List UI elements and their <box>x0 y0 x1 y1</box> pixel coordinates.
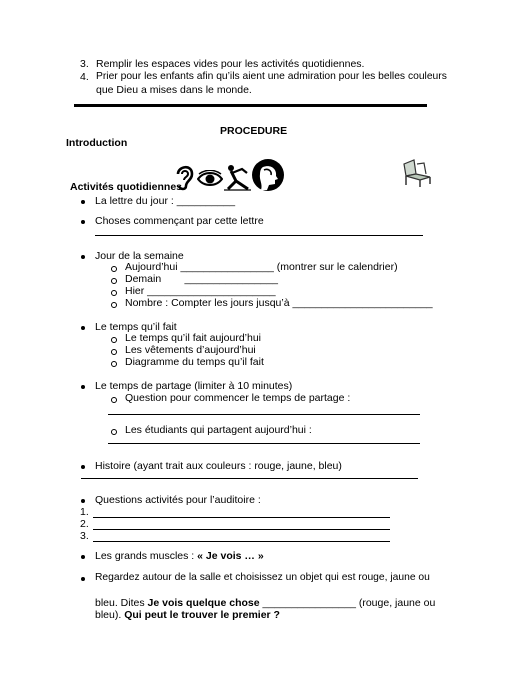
lettre-du-jour-item: La lettre du jour : __________ <box>95 195 236 207</box>
diagramme-subitem: Diagramme du temps qu’il fait <box>125 356 264 368</box>
bullet <box>81 385 85 389</box>
sub-bullet <box>111 290 117 296</box>
histoire-item: Histoire (ayant trait aux couleurs : rouge, jaune, bleu) <box>95 460 342 472</box>
objective-text-4-line1: Prier pour les enfants afin qu’ils aient une admiration pour les belles couleurs <box>96 71 447 82</box>
grands-muscles-label: Les grands muscles : <box>95 550 198 562</box>
ear-icon <box>174 162 196 192</box>
questions-item: Questions activités pour l’auditoire : <box>95 494 261 506</box>
question-partage-blank-line <box>108 414 420 415</box>
choses-item: Choses commençant par cette lettre <box>95 215 264 227</box>
regardez-line1: Regardez autour de la salle et choisissez un objet qui est rouge, jaune ou <box>95 572 430 583</box>
nombre-subitem: Nombre : Compter les jours jusqu’à ________________________ <box>125 297 433 309</box>
bullet <box>81 555 85 559</box>
head-profile-icon <box>251 158 285 192</box>
question-partage-subitem: Question pour commencer le temps de partage : <box>125 392 351 404</box>
etudiants-blank-line <box>108 443 420 444</box>
qui-peut-trouver: Qui peut le trouver le premier ? <box>124 608 280 621</box>
choses-blank-line <box>95 235 423 236</box>
regardez-line3-start: bleu). <box>95 608 125 621</box>
aujourdhui-subitem: Aujourd’hui ________________ (montrer sur le calendrier) <box>125 261 398 273</box>
procedure-title: PROCEDURE <box>220 125 288 137</box>
etudiants-subitem: Les étudiants qui partagent aujourd’hui : <box>125 424 312 436</box>
question-2-blank-line <box>93 529 390 530</box>
objective-number-3: 3. <box>80 58 89 70</box>
bullet <box>81 499 85 503</box>
sub-bullet <box>111 337 117 343</box>
bullet <box>81 200 85 204</box>
section-divider <box>74 104 427 107</box>
bullet <box>81 220 85 224</box>
question-1-blank-line <box>93 517 390 518</box>
je-vois-text: « Je vois … » <box>197 550 264 562</box>
stretching-person-icon <box>222 163 252 191</box>
sub-bullet <box>111 361 117 367</box>
question-3-blank-line <box>93 541 390 542</box>
chair-icon <box>400 158 434 188</box>
sub-bullet <box>111 349 117 355</box>
vetements-subitem: Les vêtements d’aujourd’hui <box>125 344 256 356</box>
question-number-1: 1. <box>80 506 89 518</box>
demain-subitem: Demain ________________ <box>125 273 278 285</box>
bullet <box>81 465 85 469</box>
sub-bullet <box>111 278 117 284</box>
temps-item: Le temps qu’il fait <box>95 321 177 333</box>
hier-subitem: Hier ______________________ <box>125 285 276 297</box>
regardez-line3 <box>95 596 280 621</box>
bullet <box>81 326 85 330</box>
introduction-heading: Introduction <box>66 137 128 149</box>
sub-bullet <box>111 302 117 308</box>
histoire-blank-line <box>81 478 418 479</box>
jour-semaine-item: Jour de la semaine <box>95 250 184 262</box>
objective-number-4: 4. <box>80 71 89 83</box>
je-vois-quelque-chose: Je vois quelque chose <box>147 596 260 609</box>
objective-text-4-line2: que Dieu a mises dans le monde. <box>96 84 252 96</box>
activites-heading: Activités quotidiennes <box>70 181 183 193</box>
question-number-3: 3. <box>80 530 89 542</box>
partage-item: Le temps de partage (limiter à 10 minutes) <box>95 380 293 392</box>
bullet <box>81 577 85 581</box>
grands-muscles-item <box>95 550 264 563</box>
objective-text-3: Remplir les espaces vides pour les activités quotidiennes. <box>96 58 365 70</box>
sub-bullet <box>111 397 117 403</box>
regardez-line2-end: ________________ (rouge, jaune ou <box>259 596 436 609</box>
question-number-2: 2. <box>80 518 89 530</box>
sub-bullet <box>111 429 117 435</box>
sub-bullet <box>111 266 117 272</box>
eye-icon <box>197 170 223 188</box>
regardez-line2-start: bleu. Dites <box>95 596 148 609</box>
bullet <box>81 255 85 259</box>
temps-fait-subitem: Le temps qu’il fait aujourd’hui <box>125 332 261 344</box>
